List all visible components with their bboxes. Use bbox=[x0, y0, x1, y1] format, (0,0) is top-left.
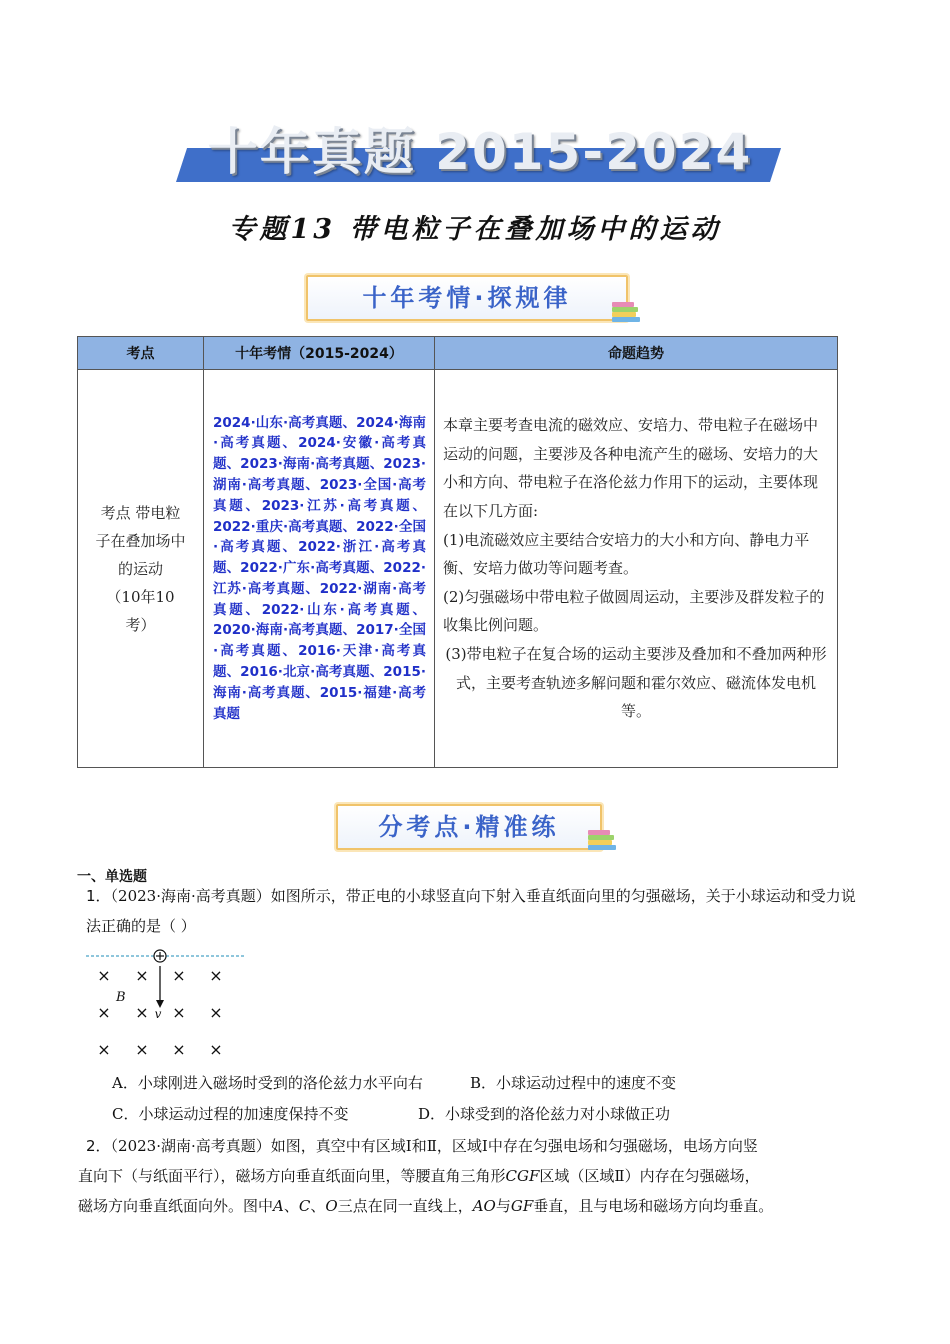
document-title: 专题13 带电粒子在叠加场中的运动 bbox=[228, 214, 722, 245]
segment-gf: GF bbox=[510, 1197, 534, 1215]
section-header-practice bbox=[336, 804, 602, 850]
question-2 bbox=[78, 1131, 866, 1221]
option-d: D．小球受到的洛伦兹力对小球做正功 bbox=[418, 1105, 671, 1123]
books-icon bbox=[612, 302, 642, 324]
field-label: B bbox=[116, 990, 126, 1005]
cross-icon: × bbox=[209, 966, 223, 985]
kaodian-line: 子在叠加场中 bbox=[95, 531, 186, 550]
cell-kaodian bbox=[78, 370, 204, 768]
section-header-label: 分考点·精准练 bbox=[378, 813, 560, 841]
banner-title: 十年真题 2015-2024 bbox=[207, 123, 753, 181]
question-source: （2023·湖南·高考真题） bbox=[110, 1137, 271, 1155]
cross-icon: × bbox=[135, 966, 149, 985]
question-line: 磁场方向垂直纸面向外。图中A、C、O三点在同一直线上，AO与GF垂直，且与电场和磁场方向均垂直。 bbox=[78, 1197, 774, 1215]
question-stem: 如图所示，带正电的小球竖直向下射入垂直纸面向里的匀强磁场，关于小球运动和受力说法正确的是（ ） bbox=[86, 887, 856, 935]
trend-paragraph: (2)匀强磁场中带电粒子做圆周运动，主要涉及群发粒子的收集比例问题。 bbox=[443, 587, 825, 635]
table-row bbox=[78, 370, 838, 768]
header-kaoqing: 十年考情（2015-2024） bbox=[204, 337, 435, 370]
cross-icon: × bbox=[97, 1003, 111, 1022]
question-1 bbox=[86, 881, 866, 941]
section-header-trends bbox=[306, 275, 628, 321]
cross-icon: × bbox=[97, 966, 111, 985]
question-text: 如图，真空中有区域Ⅰ和Ⅱ，区域Ⅰ中存在匀强电场和匀强磁场，电场方向竖 bbox=[270, 1137, 758, 1155]
cross-icon: × bbox=[135, 1040, 149, 1059]
kaodian-line: （10年10 bbox=[106, 587, 175, 606]
point-a: A bbox=[273, 1197, 284, 1215]
cross-icon: × bbox=[172, 1003, 186, 1022]
cross-icon: × bbox=[172, 966, 186, 985]
question-source: （2023·海南·高考真题） bbox=[110, 887, 271, 905]
question-number: 2． bbox=[86, 1137, 111, 1155]
trend-paragraph: (3)带电粒子在复合场的运动主要涉及叠加和不叠加两种形式，主要考查轨迹多解问题和霍尔效应、磁流体发电机等。 bbox=[445, 644, 827, 721]
header-kaodian: 考点 bbox=[78, 337, 204, 370]
kaodian-line: 考点 带电粒 bbox=[100, 503, 181, 522]
option-c: C．小球运动过程的加速度保持不变 bbox=[112, 1105, 349, 1123]
option-a: A．小球刚进入磁场时受到的洛伦兹力水平向右 bbox=[112, 1074, 423, 1092]
kaodian-line: 考） bbox=[125, 615, 156, 634]
trend-paragraph: (1)电流磁效应主要结合安培力的大小和方向、静电力平衡、安培力做功等问题考查。 bbox=[443, 530, 810, 578]
triangle-label: CGF bbox=[505, 1167, 540, 1185]
question-number: 1． bbox=[86, 887, 111, 905]
point-c: C bbox=[298, 1197, 311, 1215]
exam-trend-table bbox=[77, 336, 838, 768]
cross-icon: × bbox=[209, 1003, 223, 1022]
kaodian-line: 的运动 bbox=[117, 559, 163, 578]
section-header-label: 十年考情·探规律 bbox=[362, 284, 572, 312]
trend-paragraph: 本章主要考查电流的磁效应、安培力、带电粒子在磁场中运动的问题，主要涉及各种电流产生的磁场、安培力的大小和方向、带电粒子在洛伦兹力作用下的运动，主要体现在以下几方面: bbox=[443, 416, 819, 521]
question-line bbox=[86, 1131, 866, 1161]
option-b: B．小球运动过程中的速度不变 bbox=[470, 1074, 677, 1092]
banner bbox=[176, 112, 776, 186]
cell-qushi bbox=[435, 370, 838, 768]
velocity-label: v bbox=[154, 1007, 162, 1021]
cross-icon: × bbox=[135, 1003, 149, 1022]
cell-kaoqing: 2024·山东·高考真题、2024·海南·高考真题、2024·安徽·高考真题、2023·海南·高考真题、2023·湖南·高考真题、2023·全国·高考真题、2023·江苏·高考真题、2022·重庆·高考真题、2022·全国·高考真题、2022·浙江·高考真题、2022·广东·高考真题、2022·江苏·高考真题、2022·湖南·高考真题、2022·山东·高考真题、2020·海南·高考真题、2017·全国·高考真题、2016·天津·高考真题、2016·北京·高考真题、2015·海南·高考真题、2015·福建·高考真题 bbox=[204, 370, 435, 768]
table-header-row bbox=[78, 337, 838, 370]
part-heading: 一、单选题 bbox=[77, 869, 147, 885]
cross-icon: × bbox=[209, 1040, 223, 1059]
header-qushi: 命题趋势 bbox=[435, 337, 838, 370]
cross-icon: × bbox=[97, 1040, 111, 1059]
books-icon bbox=[588, 830, 618, 852]
question-line: 直向下（与纸面平行），磁场方向垂直纸面向里，等腰直角三角形CGF区域（区域Ⅱ）内存在匀强磁场， bbox=[78, 1167, 760, 1185]
segment-ao: AO bbox=[472, 1197, 496, 1215]
magnetic-field-figure bbox=[86, 944, 246, 1064]
point-o: O bbox=[325, 1197, 338, 1215]
cross-icon: × bbox=[172, 1040, 186, 1059]
